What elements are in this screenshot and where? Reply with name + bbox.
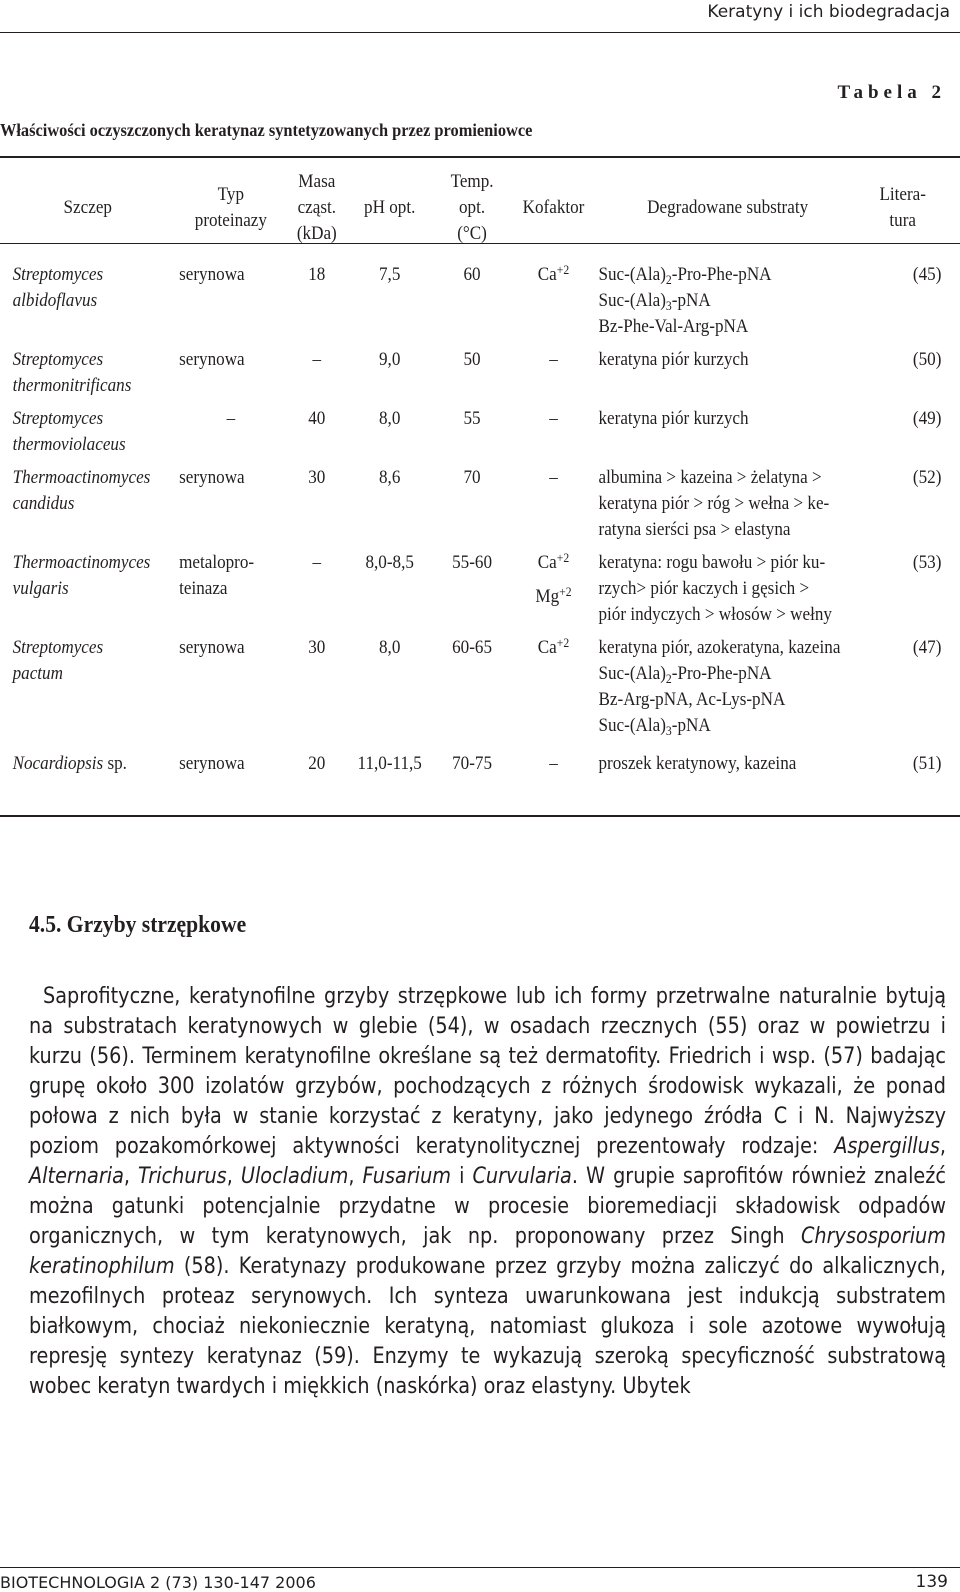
ph-cell: 8,6 bbox=[379, 467, 401, 488]
species-name: Chrysosporium keratinophilum bbox=[29, 1224, 946, 1279]
type-cell: serynowa bbox=[179, 637, 245, 658]
mass-cell: 20 bbox=[308, 753, 326, 774]
cofactor-cell: – bbox=[549, 753, 558, 774]
header-literature: Litera- tura bbox=[879, 184, 926, 231]
genus-name: Fusarium bbox=[362, 1164, 452, 1189]
cofactor-cell: $Ca^{+2}$ $Mg^{+2}$ bbox=[535, 550, 572, 607]
literature-cell: (51) bbox=[912, 753, 942, 774]
temp-cell: 70-75 bbox=[452, 753, 492, 774]
type-cell: serynowa bbox=[179, 753, 245, 774]
mass-cell: – bbox=[312, 552, 322, 573]
literature-cell: (52) bbox=[912, 467, 942, 488]
temp-cell: 70 bbox=[463, 467, 481, 488]
mass-cell: 30 bbox=[308, 637, 326, 658]
type-cell: – bbox=[226, 408, 236, 429]
substrates-cell: proszek keratynowy, kazeina bbox=[598, 753, 797, 774]
section-heading: 4.5. Grzyby strzępkowe bbox=[29, 912, 247, 938]
literature-cell: (47) bbox=[912, 637, 942, 658]
substrates-cell: keratyna piór kurzych bbox=[598, 408, 749, 429]
journal-citation: BIOTECHNOLOGIA 2 (73) 130-147 2006 bbox=[0, 1573, 316, 1592]
temp-cell: 55-60 bbox=[452, 552, 492, 573]
temp-cell: 60 bbox=[463, 264, 481, 285]
temp-cell: 55 bbox=[463, 408, 481, 429]
ph-cell: 7,5 bbox=[379, 264, 401, 285]
genus-name: Curvularia bbox=[472, 1164, 572, 1189]
type-cell: serynowa bbox=[179, 467, 245, 488]
type-cell: metalopro- teinaza bbox=[179, 552, 255, 599]
table-row bbox=[0, 635, 945, 746]
strain-cell: Thermoactinomyces vulgaris bbox=[12, 552, 151, 599]
body-paragraph: Saprofityczne, keratynofilne grzyby strzępkowe lub ich formy przetrwalne naturalnie bytują na substratach keratynowych w glebie (54), w osadach rzecznych (55) oraz w powietrzu i kurzu (56). Terminem keratynofilne określane są też dermatofity. Friedrich i wsp. (57) badając grupę około 300 izolatów grzybów, pochodzących z różnych środowisk wykazali, że ponad połowa z nich była w stanie korzystać z keratyny, jako jedynego źródła C i N. Najwyższy poziom pozakomórkowej aktywności keratynolitycznej prezentowały rodzaje: Aspergillus, Alternaria, Trichurus, Ulocladium, Fusarium i Curvularia. W grupie saprofitów również znaleźć można gatunki potencjalnie przydatne w procesie bioremediacji składowisk odpadów organicznych, w tym keratynowych, jak np. proponowany przez Singh Chrysosporium keratinophilum (58). Keratynazy produkowane przez grzyby można zaliczyć do alkalicznych, mezofilnych proteaz serynowych. Ich synteza uwarunkowana jest indukcją substratem białkowym, chociaż niekoniecznie keratyną, natomiast glukoza i sole azotowe wywołują represję syntezy keratynaz (59). Enzymy te wykazują szeroką specyficzność substratową wobec keratyn twardych i miękkich (naskórka) oraz elastyny. Ubytek bbox=[29, 984, 946, 1399]
substrates-cell: keratyna piór kurzych bbox=[598, 349, 749, 370]
substrates-cell: keratyna: rogu bawołu > piór ku- rzych> piór kaczych i gęsich > piór indyczych > włosów > wełny bbox=[598, 552, 832, 625]
strain-cell: Streptomyces thermoviolaceus bbox=[12, 408, 126, 455]
header-temperature: Temp. opt. (°C) bbox=[450, 171, 494, 244]
table-header-row bbox=[0, 162, 945, 254]
cofactor-cell: – bbox=[549, 408, 558, 429]
header-strain: Szczep bbox=[63, 197, 112, 218]
type-cell: serynowa bbox=[179, 349, 245, 370]
table-number: Tabela 2 bbox=[837, 82, 946, 103]
ph-cell: 11,0-11,5 bbox=[357, 753, 422, 774]
strain-cell: Streptomyces albidoflavus bbox=[12, 264, 104, 311]
properties-table-wrapper bbox=[0, 162, 945, 779]
strain-cell: Thermoactinomyces candidus bbox=[12, 467, 151, 514]
running-head: Keratyny i ich biodegradacja bbox=[707, 2, 950, 22]
header-cofactor: Kofaktor bbox=[522, 197, 585, 218]
temp-cell: 50 bbox=[463, 349, 481, 370]
mass-cell: 30 bbox=[308, 467, 326, 488]
header-substrates: Degradowane substraty bbox=[647, 197, 809, 218]
literature-cell: (49) bbox=[912, 408, 942, 429]
table-title: Właściwości oczyszczonych keratynaz syntetyzowanych przez promieniowce bbox=[0, 120, 533, 140]
genus-name: Alternaria bbox=[29, 1164, 124, 1189]
cofactor-cell: – bbox=[549, 467, 558, 488]
header-molecular-mass: Masa cząst. (kDa) bbox=[296, 171, 337, 244]
properties-table bbox=[0, 162, 945, 779]
table-bottom-rule bbox=[0, 815, 960, 817]
footer-rule bbox=[0, 1567, 960, 1568]
header-ph: pH opt. bbox=[364, 197, 416, 218]
cofactor-cell: $Ca^{+2}$ bbox=[537, 635, 570, 658]
literature-cell: (53) bbox=[912, 552, 942, 573]
ph-cell: 9,0 bbox=[379, 349, 401, 370]
genus-name: Aspergillus bbox=[834, 1134, 940, 1159]
strain-cell: Nocardiopsis sp. bbox=[12, 753, 127, 774]
strain-cell: Streptomyces pactum bbox=[12, 637, 104, 684]
cofactor-cell: – bbox=[549, 349, 558, 370]
table-row bbox=[0, 347, 945, 406]
literature-cell: (45) bbox=[912, 264, 942, 285]
substrates-cell: albumina > kazeina > żelatyna > keratyna piór > róg > wełna > ke- ratyna sierści psa > elastyna bbox=[598, 467, 830, 540]
substrates-cell: Suc-$(Ala)_2-Pro-Phe$-pNA Suc-$(Ala)_3$-pNA Bz-Phe-Val-Arg-pNA bbox=[598, 264, 772, 337]
header-rule bbox=[0, 32, 960, 33]
table-row bbox=[0, 550, 945, 635]
page-number: 139 bbox=[915, 1572, 948, 1592]
mass-cell: – bbox=[312, 349, 322, 370]
genus-name: Ulocladium bbox=[240, 1164, 349, 1189]
mass-cell: 18 bbox=[308, 264, 326, 285]
table-row bbox=[0, 746, 945, 779]
genus-name: Trichurus bbox=[138, 1164, 227, 1189]
ph-cell: 8,0-8,5 bbox=[365, 552, 414, 573]
ph-cell: 8,0 bbox=[379, 408, 401, 429]
substrates-cell: keratyna piór, azokeratyna, kazeina Suc-$(Ala)_2-Pro-Phe$-pNA Bz-Arg-pNA, Ac-Lys-pNA Suc-$(Ala)_3$-pNA bbox=[598, 637, 841, 738]
cofactor-cell: $Ca^{+2}$ bbox=[537, 262, 570, 285]
table-row bbox=[0, 254, 945, 347]
ph-cell: 8,0 bbox=[379, 637, 401, 658]
table-top-rule bbox=[0, 156, 960, 158]
strain-cell: Streptomyces thermonitrificans bbox=[12, 349, 132, 396]
table-row bbox=[0, 465, 945, 550]
literature-cell: (50) bbox=[912, 349, 942, 370]
temp-cell: 60-65 bbox=[452, 637, 492, 658]
header-protease-type: Typ proteinazy bbox=[194, 184, 267, 231]
table-row bbox=[0, 406, 945, 465]
mass-cell: 40 bbox=[308, 408, 326, 429]
type-cell: serynowa bbox=[179, 264, 245, 285]
